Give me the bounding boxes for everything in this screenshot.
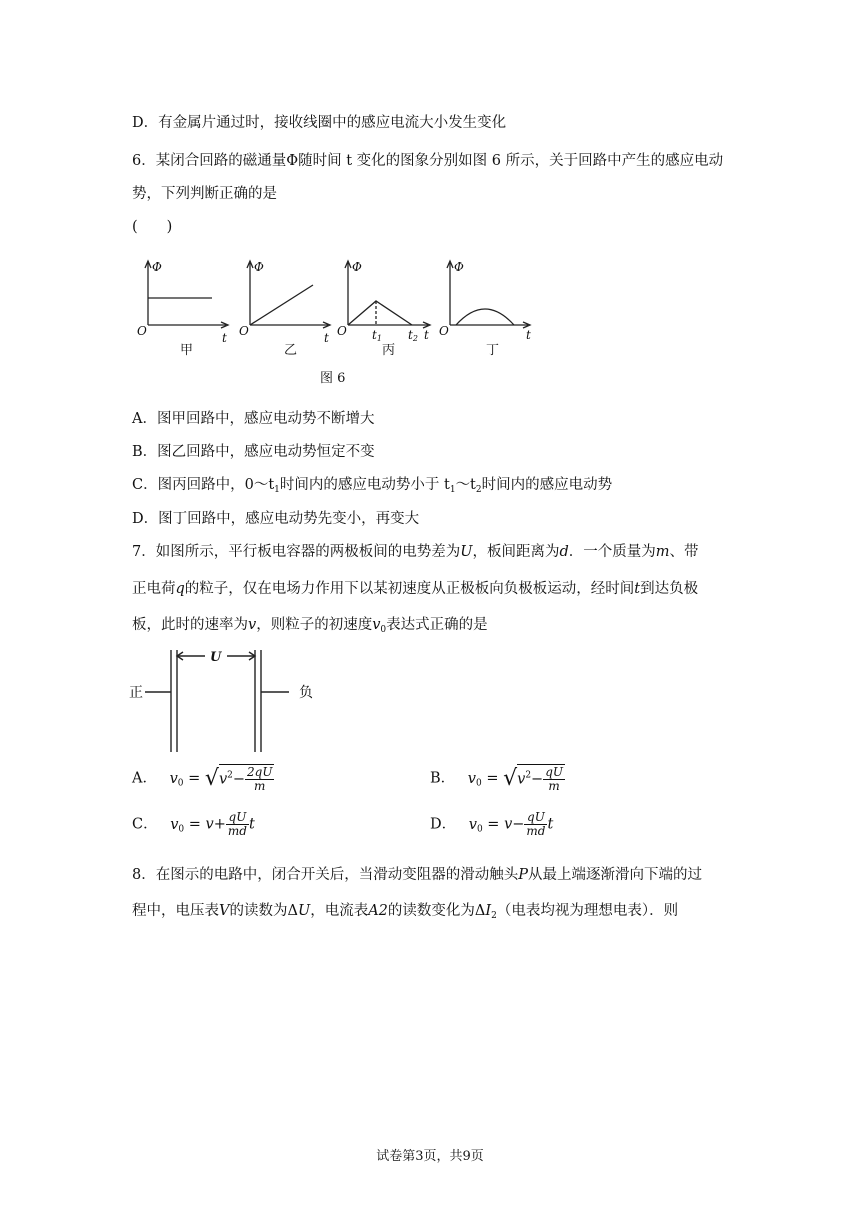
graph-label-bing: 丙 [382, 343, 396, 358]
graph-label-jia: 甲 [180, 343, 194, 358]
q7-stem-line2: 正电荷q的粒子，仅在电场力作用下以某初速度从正极板向负极板运动，经时间t到达负极 [132, 581, 699, 597]
voltage-label: U [210, 650, 222, 665]
q7-option-a: A． $v_0 = √v^2-$ $\frac{2qU}{m}$ [132, 765, 273, 793]
t-axis-ding: t [526, 328, 531, 342]
figure-6 [130, 255, 550, 390]
t-axis-bing: t [424, 328, 429, 342]
t1-label: t1 [372, 328, 382, 343]
sqrt-sign: √ [503, 766, 518, 791]
q6-option-b: B．图乙回路中，感应电动势恒定不变 [132, 444, 375, 460]
t2-label: t2 [408, 328, 418, 343]
sqrt-sign: √ [204, 766, 219, 791]
graph-bing-line [348, 301, 412, 325]
origin-bing: O [337, 324, 347, 338]
phi-label-yi: Φ [254, 260, 264, 274]
q7-option-b: B． $v_0 = √v^2-$ $\frac{qU}{m}$ [430, 765, 563, 793]
q6-option-d: D．图丁回路中，感应电动势先变小，再变大 [132, 511, 420, 527]
positive-label: 正 [129, 685, 143, 701]
q6-option-a: A．图甲回路中，感应电动势不断增大 [132, 411, 375, 427]
q8-stem-line1: 8．在图示的电路中，闭合开关后，当滑动变阻器的滑动触头P从最上端逐渐滑向下端的过 [132, 867, 702, 883]
figure-6-caption: 图 6 [320, 371, 346, 386]
t-axis-yi: t [324, 331, 329, 345]
q8-stem-line2: 程中，电压表V的读数为ΔU，电流表A2的读数变化为$\Delta I_2$（电表均视为理想电表）．则 [132, 903, 679, 921]
capacitor-figure [125, 646, 325, 756]
q6-option-c: C．图丙回路中，$0\sim t_1$时间内的感应电动势小于 $t_1\sim t_2$时间内的感应电动势 [132, 477, 613, 495]
phi-label-ding: Φ [454, 260, 464, 274]
q7-stem-line3: 板，此时的速率为v，则粒子的初速度$v_0$表达式正确的是 [132, 617, 488, 635]
phi-label-jia: Φ [152, 260, 162, 274]
q7-stem-line1: 7．如图所示，平行板电容器的两极板间的电势差为U，板间距离为d．一个质量为m、带 [132, 544, 699, 560]
origin-ding: O [439, 324, 449, 338]
graph-label-ding: 丁 [486, 343, 500, 358]
q6-answer-blank: ( ) [132, 219, 173, 235]
q7-option-d: D． $v_0 = v-$ $\frac{qU}{md}$ t [430, 810, 554, 838]
q6-stem-line1: 6．某闭合回路的磁通量Φ随时间 t 变化的图象分别如图 6 所示，关于回路中产生的感应电动 [132, 153, 724, 169]
t-axis-jia: t [222, 331, 227, 345]
graph-ding-curve [456, 309, 514, 325]
q7-option-c: C． $v_0 = v+$ $\frac{qU}{md}$ t [132, 810, 255, 838]
phi-label-bing: Φ [352, 260, 362, 274]
origin-yi: O [239, 324, 249, 338]
negative-label: 负 [299, 685, 313, 701]
origin-jia: O [137, 324, 147, 338]
q6-stem-line2: 势，下列判断正确的是 [132, 186, 277, 202]
q5-option-d: D．有金属片通过时，接收线圈中的感应电流大小发生变化 [132, 115, 507, 131]
graph-yi-line [250, 285, 313, 325]
page-footer: 试卷第3页，共9页 [376, 1149, 484, 1164]
graph-label-yi: 乙 [284, 343, 298, 358]
